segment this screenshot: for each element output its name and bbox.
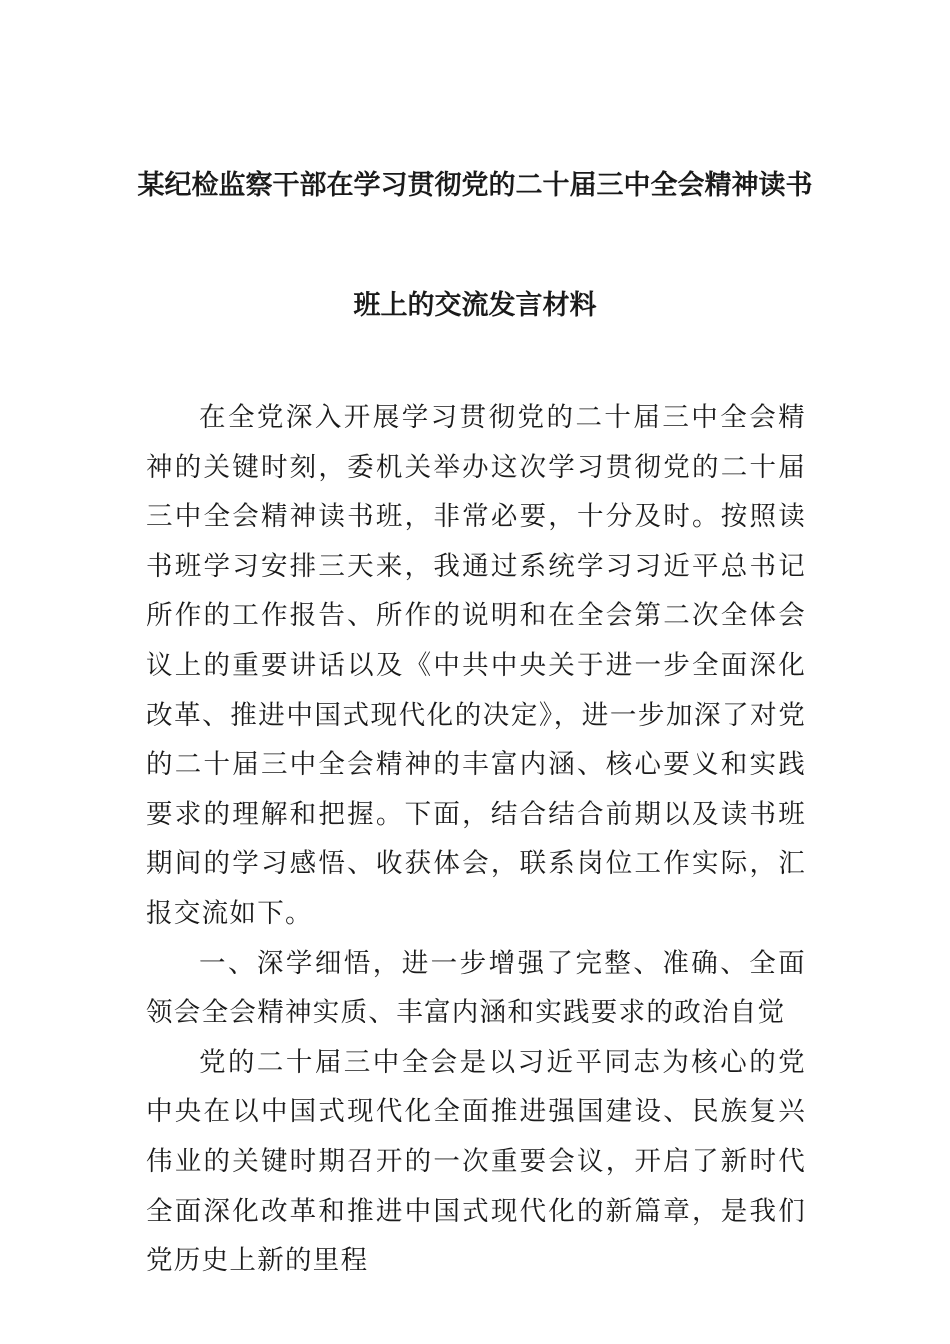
paragraph-intro: 在全党深入开展学习贯彻党的二十届三中全会精神的关键时刻，委机关举办这次学习贯彻党的二十届三中全会精神读书班，非常必要，十分及时。按照读书班学习安排三天来，我通过系统学习习近平总书记所作的工作报告、所作的说明和在全会第二次全体会议上的重要讲话以及《中共中央关于进一步全面深化改革、推进中国式现代化的决定》，进一步加深了对党的二十届三中全会精神的丰富内涵、核心要义和实践要求的理解和把握。下面，结合结合前期以及读书班期间的学习感悟、收获体会，联系岗位工作实际，汇报交流如下。 (146, 402, 806, 929)
document-title-line-2: 班上的交流发言材料 (353, 290, 597, 321)
paragraph-section-1-body: 党的二十届三中全会是以习近平同志为核心的党中央在以中国式现代化全面推进强国建设、民族复兴伟业的关键时期召开的一次重要会议，开启了新时代全面深化改革和推进中国式现代化的新篇章，是我们党历史上新的里程 (146, 1046, 806, 1277)
document-body (146, 393, 806, 1286)
paragraph-section-heading-1: 一、深学细悟，进一步增强了完整、准确、全面领会全会精神实质、丰富内涵和实践要求的政治自觉 (146, 947, 806, 1029)
document-title-line-1: 某纪检监察干部在学习贯彻党的二十届三中全会精神读书 (137, 170, 813, 201)
